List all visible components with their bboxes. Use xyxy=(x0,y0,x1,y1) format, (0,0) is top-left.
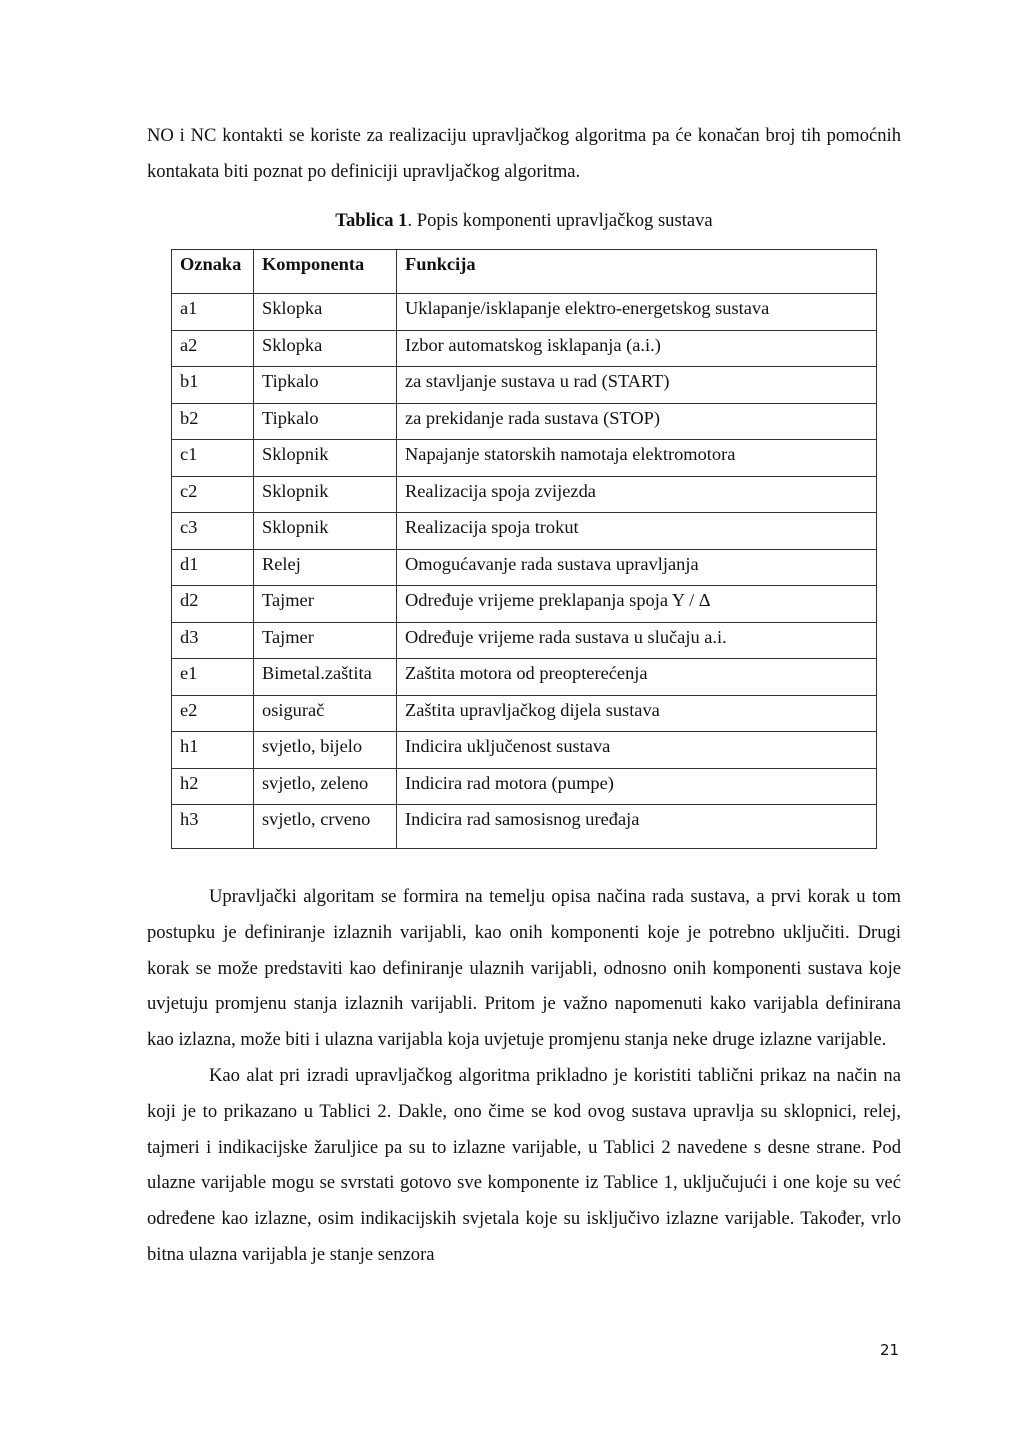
cell-komponenta: svjetlo, crveno xyxy=(254,805,397,849)
cell-komponenta: Relej xyxy=(254,549,397,586)
header-komponenta: Komponenta xyxy=(254,250,397,294)
cell-funkcija: Omogućavanje rada sustava upravljanja xyxy=(397,549,877,586)
table-row xyxy=(172,805,877,849)
cell-komponenta: Sklopka xyxy=(254,330,397,367)
cell-oznaka: c1 xyxy=(172,440,254,477)
cell-oznaka: c2 xyxy=(172,476,254,513)
cell-oznaka: e1 xyxy=(172,659,254,696)
table-caption xyxy=(147,204,901,238)
cell-komponenta: Tipkalo xyxy=(254,367,397,404)
cell-funkcija: Indicira uključenost sustava xyxy=(397,732,877,769)
cell-funkcija: za prekidanje rada sustava (STOP) xyxy=(397,403,877,440)
body-paragraph-1: Upravljački algoritam se formira na temelju opisa načina rada sustava, a prvi korak u tom postupku je definiranje izlaznih varijabli, kao onih komponenti koje je potrebno uključiti. Drugi korak se može predstaviti kao definiranje ulaznih varijabli, odnosno onih komponenti sustava koje uvjetuju promjenu stanja izlaznih varijabli. Pritom je važno napomenuti kako varijabla definirana kao izlazna, može biti i ulazna varijabla koja uvjetuje promjenu stanja neke druge izlazne varijable. xyxy=(147,886,901,1051)
cell-funkcija: Uklapanje/isklapanje elektro-energetskog sustava xyxy=(397,294,877,331)
cell-komponenta: Tajmer xyxy=(254,586,397,623)
table-row xyxy=(172,513,877,550)
table-header-row xyxy=(172,250,877,294)
cell-komponenta: Tipkalo xyxy=(254,403,397,440)
cell-oznaka: h1 xyxy=(172,732,254,769)
table-row xyxy=(172,659,877,696)
cell-funkcija: Indicira rad samosisnog uređaja xyxy=(397,805,877,849)
cell-komponenta: Sklopnik xyxy=(254,440,397,477)
cell-komponenta: Sklopnik xyxy=(254,513,397,550)
cell-funkcija: Zaštita upravljačkog dijela sustava xyxy=(397,695,877,732)
cell-funkcija: za stavljanje sustava u rad (START) xyxy=(397,367,877,404)
cell-oznaka: h3 xyxy=(172,805,254,849)
table-row xyxy=(172,549,877,586)
cell-funkcija: Realizacija spoja zvijezda xyxy=(397,476,877,513)
cell-komponenta: Bimetal.zaštita xyxy=(254,659,397,696)
page-number: 21 xyxy=(880,1341,900,1359)
table-row xyxy=(172,294,877,331)
cell-funkcija: Realizacija spoja trokut xyxy=(397,513,877,550)
header-oznaka: Oznaka xyxy=(172,250,254,294)
cell-funkcija: Indicira rad motora (pumpe) xyxy=(397,768,877,805)
cell-komponenta: Tajmer xyxy=(254,622,397,659)
cell-oznaka: h2 xyxy=(172,768,254,805)
caption-label: Tablica 1 xyxy=(335,209,408,231)
cell-oznaka: d1 xyxy=(172,549,254,586)
cell-funkcija: Zaštita motora od preopterećenja xyxy=(397,659,877,696)
cell-funkcija: Izbor automatskog isklapanja (a.i.) xyxy=(397,330,877,367)
cell-oznaka: b2 xyxy=(172,403,254,440)
cell-oznaka: a1 xyxy=(172,294,254,331)
cell-oznaka: b1 xyxy=(172,367,254,404)
components-table xyxy=(171,249,877,849)
table-row xyxy=(172,732,877,769)
cell-komponenta: Sklopnik xyxy=(254,476,397,513)
table-row xyxy=(172,695,877,732)
table-row xyxy=(172,440,877,477)
cell-funkcija: Napajanje statorskih namotaja elektromotora xyxy=(397,440,877,477)
table-row xyxy=(172,367,877,404)
table-row xyxy=(172,768,877,805)
header-funkcija: Funkcija xyxy=(397,250,877,294)
table-row xyxy=(172,622,877,659)
table-row xyxy=(172,476,877,513)
body-paragraph-2: Kao alat pri izradi upravljačkog algoritma prikladno je koristiti tablični prikaz na način na koji je to prikazano u Tablici 2. Dakle, ono čime se kod ovog sustava upravlja su sklopnici, relej, tajmeri i indikacijske žaruljice pa su to izlazne varijable, u Tablici 2 navedene s desne strane. Pod ulazne varijable mogu se svrstati gotovo sve komponente iz Tablice 1, uključujući i one koje su već određene kao izlazne, osim indikacijskih svjetala koje su isključivo izlazne varijable. Također, vrlo bitna ulazna varijabla je stanje senzora xyxy=(147,1064,901,1265)
cell-oznaka: d3 xyxy=(172,622,254,659)
cell-oznaka: a2 xyxy=(172,330,254,367)
cell-oznaka: c3 xyxy=(172,513,254,550)
table-row xyxy=(172,586,877,623)
cell-komponenta: svjetlo, bijelo xyxy=(254,732,397,769)
cell-funkcija: Određuje vrijeme rada sustava u slučaju a.i. xyxy=(397,622,877,659)
cell-komponenta: osigurač xyxy=(254,695,397,732)
cell-komponenta: Sklopka xyxy=(254,294,397,331)
page-body xyxy=(147,879,901,1273)
page-top xyxy=(147,118,901,829)
intro-paragraph: NO i NC kontakti se koriste za realizaciju upravljačkog algoritma pa će konačan broj tih pomoćnih kontakata biti poznat po definiciji upravljačkog algoritma. xyxy=(147,125,901,182)
table-row xyxy=(172,330,877,367)
cell-oznaka: e2 xyxy=(172,695,254,732)
cell-komponenta: svjetlo, zeleno xyxy=(254,768,397,805)
cell-funkcija: Određuje vrijeme preklapanja spoja Y / Δ xyxy=(397,586,877,623)
table-row xyxy=(172,403,877,440)
cell-oznaka: d2 xyxy=(172,586,254,623)
caption-text: . Popis komponenti upravljačkog sustava xyxy=(407,209,713,231)
